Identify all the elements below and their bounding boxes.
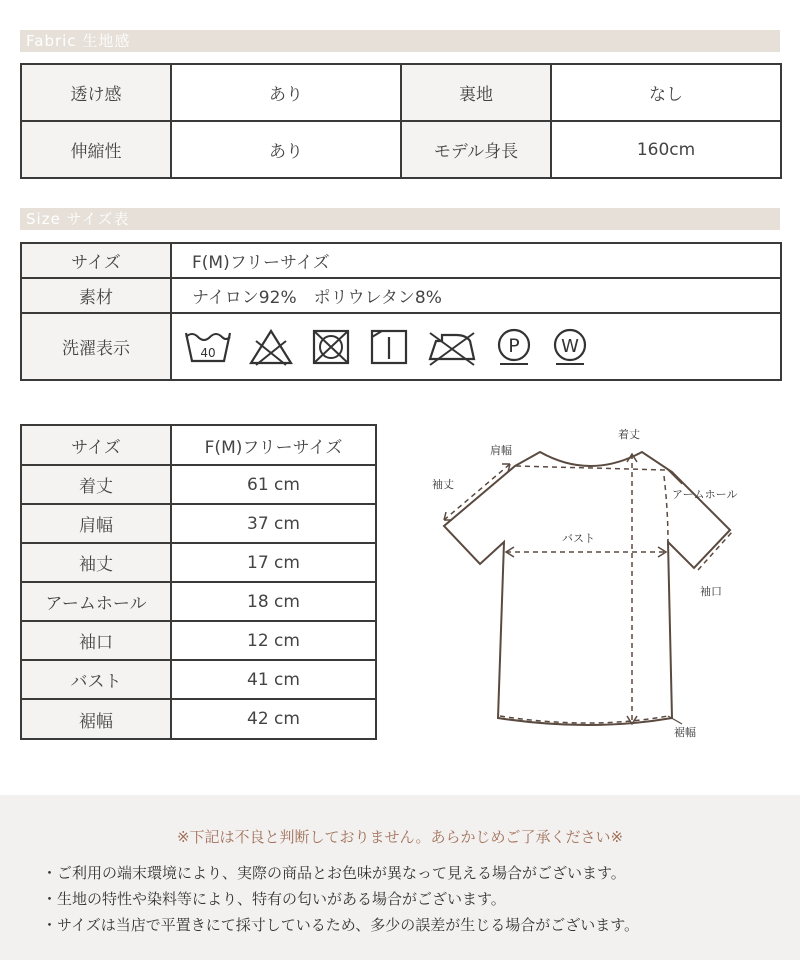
- hem-leader: [668, 716, 682, 724]
- wet-clean-w-text: W: [561, 335, 579, 357]
- material-label: 素材: [21, 278, 171, 313]
- wash-temp-text: 40: [200, 345, 216, 360]
- wet-clean-w-icon: [550, 327, 590, 367]
- cuff-arrow: [698, 532, 732, 570]
- measurement-label-shoulder: 肩幅: [21, 504, 171, 543]
- diagram-label-armhole: アームホール: [672, 488, 738, 501]
- measurement-label-bust: バスト: [21, 660, 171, 699]
- measurement-header-value: F(M)フリーサイズ: [171, 425, 376, 465]
- table-row: [21, 278, 781, 313]
- fabric-label-lining: 裏地: [401, 64, 551, 121]
- fabric-value-lining: なし: [551, 64, 781, 121]
- size-section-header: Size サイズ表: [20, 208, 780, 230]
- sleeve-arrow: [444, 464, 510, 520]
- measurement-value-bust: 41 cm: [171, 660, 376, 699]
- measurement-label-sleeve: 袖丈: [21, 543, 171, 582]
- material-value: ナイロン92% ポリウレタン8%: [171, 278, 781, 313]
- diagram-label-shoulder: 肩幅: [490, 444, 512, 457]
- table-row: [21, 243, 781, 278]
- wash-icons-row: [172, 327, 780, 367]
- measurement-value-armhole: 18 cm: [171, 582, 376, 621]
- table-row: [21, 660, 376, 699]
- table-row: [21, 543, 376, 582]
- table-row: [21, 313, 781, 380]
- fabric-label-stretch: 伸縮性: [21, 121, 171, 178]
- dry-clean-p-text: P: [508, 334, 520, 357]
- size-label: サイズ: [21, 243, 171, 278]
- fabric-value-transparency: あり: [171, 64, 401, 121]
- measurement-value-sleeve: 17 cm: [171, 543, 376, 582]
- line-dry-icon: [368, 327, 410, 367]
- fabric-value-stretch: あり: [171, 121, 401, 178]
- wash-icons-cell: [171, 313, 781, 380]
- measurement-value-hem: 42 cm: [171, 699, 376, 739]
- fabric-label-transparency: 透け感: [21, 64, 171, 121]
- dry-clean-p-icon: [494, 327, 534, 367]
- no-iron-icon: [426, 327, 478, 367]
- table-row: [21, 465, 376, 504]
- table-row: [21, 621, 376, 660]
- note-line-3: ・サイズは当店で平置きにて採寸しているため、多少の誤差が生じる場合がございます。: [42, 916, 640, 934]
- measurement-label-cuff: 袖口: [21, 621, 171, 660]
- fabric-value-model-height: 160cm: [551, 121, 781, 178]
- fabric-section-header: Fabric 生地感: [20, 30, 780, 52]
- note-line-2: ・生地の特性や染料等により、特有の匂いがある場合がございます。: [42, 890, 506, 908]
- size-value: F(M)フリーサイズ: [171, 243, 781, 278]
- diagram-label-sleeve: 袖丈: [432, 478, 454, 491]
- measurement-value-cuff: 12 cm: [171, 621, 376, 660]
- table-row: [21, 121, 781, 178]
- measurement-table: [20, 424, 377, 740]
- table-row: [21, 504, 376, 543]
- measurement-label-hem: 裾幅: [21, 699, 171, 739]
- no-bleach-icon: [248, 327, 294, 367]
- wash-label: 洗濯表示: [21, 313, 171, 380]
- notes-heading: ※下記は不良と判断しておりません。あらかじめご了承ください※: [176, 828, 624, 846]
- table-row: [21, 699, 376, 739]
- size-info-table: [20, 242, 782, 381]
- diagram-label-length: 着丈: [618, 428, 640, 441]
- diagram-label-bust: バスト: [562, 532, 595, 545]
- fabric-label-model-height: モデル身長: [401, 121, 551, 178]
- measurement-header-label: サイズ: [21, 425, 171, 465]
- armhole-arrow: [664, 476, 668, 542]
- diagram-label-cuff: 袖口: [700, 585, 722, 598]
- table-row: [21, 425, 376, 465]
- diagram-label-hem: 裾幅: [674, 726, 696, 739]
- note-line-1: ・ご利用の端末環境により、実際の商品とお色味が異なって見える場合がございます。: [42, 864, 626, 882]
- table-row: [21, 64, 781, 121]
- tshirt-diagram: [410, 418, 790, 748]
- fabric-table: [20, 63, 782, 179]
- measurement-label-armhole: アームホール: [21, 582, 171, 621]
- table-row: [21, 582, 376, 621]
- measurement-value-length: 61 cm: [171, 465, 376, 504]
- wash-40-icon: [184, 327, 232, 367]
- measurement-value-shoulder: 37 cm: [171, 504, 376, 543]
- armhole-leader: [666, 468, 682, 484]
- no-tumble-dry-icon: [310, 327, 352, 367]
- measurement-label-length: 着丈: [21, 465, 171, 504]
